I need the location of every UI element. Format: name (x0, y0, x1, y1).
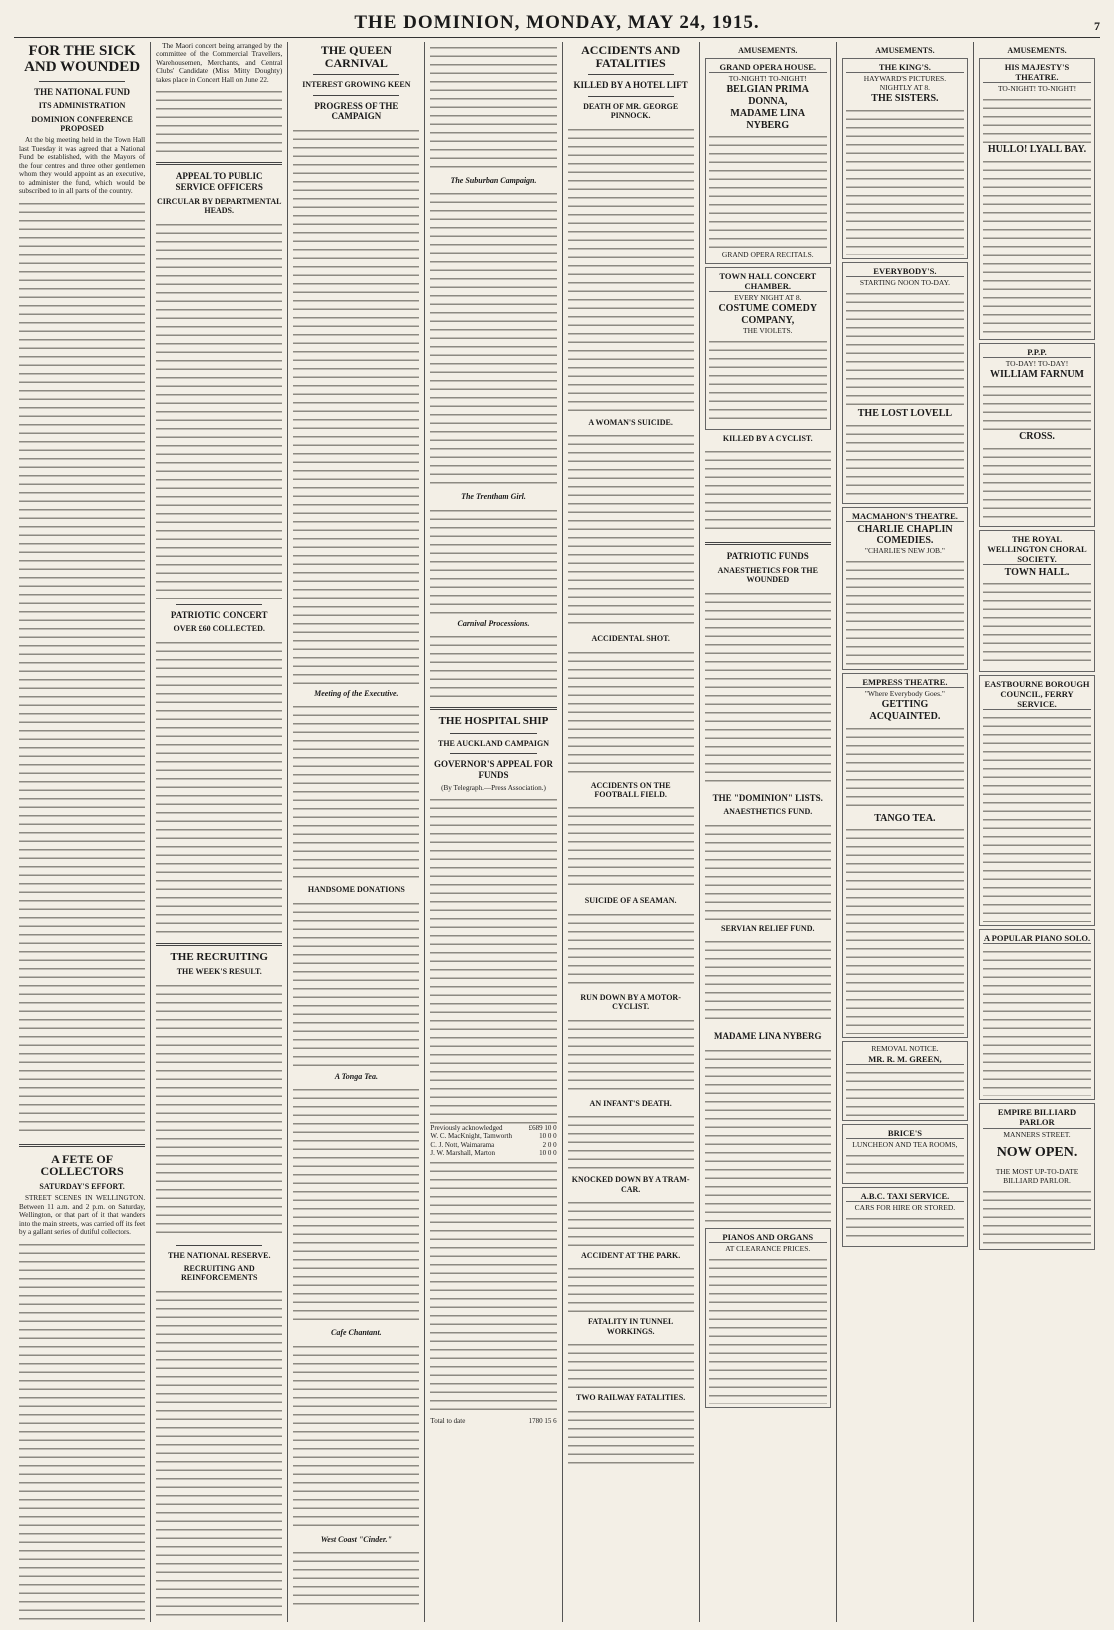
article-body-filler (156, 637, 282, 937)
columns (14, 42, 1100, 1622)
advert-choral-society: THE ROYAL WELLINGTON CHORAL SOCIETY. TOWN HALL. (979, 530, 1095, 673)
article-body-filler (293, 1547, 419, 1607)
article-text: The Maori concert being arranged by the committee of the Commercial Travellers, Warehousemen, Merchants, and Central Clubs' Candidate (Miss Mitty Doughty) takes place in Concert Hall on June 22. (156, 42, 283, 84)
subhead-infant: AN INFANT'S DEATH. (589, 1098, 672, 1108)
advert-taxi: A.B.C. TAXI SERVICE. CARS FOR HIRE OR STORED. (842, 1187, 968, 1247)
article-body-filler (156, 1286, 282, 1622)
subhead-tunnel: FATALITY IN TUNNEL WORKINGS. (587, 1317, 674, 1336)
column-8 (974, 42, 1100, 1622)
headline-patriotic-funds: PATRIOTIC FUNDS (726, 551, 809, 562)
headline-accidents: ACCIDENTS AND FATALITIES (581, 43, 681, 70)
article-body-filler (156, 980, 282, 1240)
subhead-park: ACCIDENT AT THE PARK. (580, 1251, 681, 1261)
advert-piano-solo: A POPULAR PIANO SOLO. (979, 929, 1095, 1100)
article-body-filler (568, 909, 694, 989)
headline-public-service: APPEAL TO PUBLIC SERVICE OFFICERS (175, 171, 263, 193)
headline-hospital-ship: THE HOSPITAL SHIP (438, 715, 549, 728)
article-body-filler (19, 1239, 145, 1622)
article-body-filler (293, 1341, 419, 1531)
subhead-progress: PROGRESS OF THE CAMPAIGN (314, 100, 399, 122)
table-row: J. W. Marshall, Marton 10 0 0 (430, 1148, 557, 1157)
subhead-collected: OVER £60 COLLECTED. (173, 624, 265, 634)
article-body-filler (430, 188, 556, 488)
subhead-processions: Carnival Processions. (457, 618, 530, 628)
subhead-trentham: The Trentham Girl. (461, 492, 526, 502)
advert-everybodys: EVERYBODY'S. STARTING NOON TO-DAY. THE LOST LOVELL (842, 262, 968, 504)
table-row: W. C. MacKnight, Tamworth 10 0 0 (430, 1132, 557, 1141)
subhead-auckland: THE AUCKLAND CAMPAIGN (438, 738, 549, 748)
table-row: Previously acknowledged £689 10 0 (430, 1124, 557, 1132)
subhead-suburban: The Suburban Campaign. (450, 176, 537, 185)
subhead-west-coast: West Coast "Cinder." (320, 1534, 392, 1544)
article-body-filler (430, 631, 556, 701)
advert-brices: BRICE'S LUNCHEON AND TEA ROOMS, (842, 1124, 968, 1184)
article-body-filler (568, 124, 694, 414)
article-body-filler (568, 802, 694, 892)
subhead-tram-car: KNOCKED DOWN BY A TRAM-CAR. (571, 1175, 690, 1194)
subhead-anaesthetics: ANAESTHETICS FOR THE WOUNDED (717, 565, 818, 585)
advert-macmahons: MACMAHON'S THEATRE. CHARLIE CHAPLIN COMEDIES. "CHARLIE'S NEW JOB." (842, 507, 968, 670)
advert-opera-house: GRAND OPERA HOUSE. TO-NIGHT! TO-NIGHT! BELGIAN PRIMA DONNA, MADAME LINA NYBERG GRAND OPERA RECITALS. (705, 58, 831, 264)
subhead-seaman: SUICIDE OF A SEAMAN. (584, 896, 677, 906)
article-body-filler (293, 701, 419, 881)
dateline: (By Telegraph.—Press Association.) (441, 783, 546, 792)
subhead-woman-suicide: A WOMAN'S SUICIDE. (588, 417, 673, 427)
article-body-filler (293, 1084, 419, 1324)
article-body-filler (705, 936, 831, 1026)
article-body-filler (568, 1197, 694, 1247)
subhead-hotel-lift: KILLED BY A HOTEL LIFT (573, 80, 688, 91)
subhead-executive: Meeting of the Executive. (314, 688, 399, 698)
advert-empress: EMPRESS THEATRE. "Where Everybody Goes." GETTING ACQUAINTED. TANGO TEA. (842, 673, 968, 1038)
subhead-governor: GOVERNOR'S APPEAL FOR FUNDS (433, 759, 553, 780)
article-body-filler (705, 1045, 831, 1225)
article-body-filler (430, 794, 556, 1124)
page-number: 7 (1094, 19, 1100, 33)
column-2 (151, 42, 288, 1622)
article-body-filler (293, 898, 419, 1068)
article-body-filler (705, 446, 831, 536)
headline-sick-wounded: FOR THE SICK AND WOUNDED (24, 43, 141, 75)
advert-his-majestys: HIS MAJESTY'S THEATRE. TO-NIGHT! TO-NIGHT! HULLO! LYALL BAY. (979, 58, 1095, 340)
column-7 (837, 42, 974, 1622)
subhead-railway: TWO RAILWAY FATALITIES. (576, 1393, 686, 1403)
subhead-weeks-result: THE WEEK'S RESULT. (176, 967, 262, 977)
amusements-header: AMUSEMENTS. (1007, 46, 1067, 55)
article-body-filler (19, 198, 145, 1138)
subhead-dominion-lists: THE "DOMINION" LISTS. (712, 792, 823, 803)
article-body-filler (156, 219, 282, 599)
article-body-filler (430, 505, 556, 615)
article-body-filler (568, 430, 694, 630)
article-text: At the big meeting held in the Town Hall last Tuesday it was agreed that a National Fund be established, with the Mayors of the four centres and three other gentlemen whom they would appoint as an executive, to administer the fund, which would be subscribed to in all parts of the country. (19, 136, 146, 196)
amusements-header: AMUSEMENTS. (738, 46, 798, 55)
subhead-anaesthetics-fund: ANAESTHETICS FUND. (723, 807, 813, 817)
headline-nyberg: MADAME LINA NYBERG (714, 1031, 822, 1042)
masthead-title: THE DOMINION, MONDAY, MAY 24, 1915. (354, 12, 760, 33)
column-5 (563, 42, 700, 1622)
headline-fete-collectors: A FETE OF COLLECTORS (40, 1151, 124, 1179)
subhead-tonga-tea: A Tonga Tea. (334, 1071, 378, 1081)
headline-queen-carnival: THE QUEEN CARNIVAL (320, 43, 392, 70)
subscription-list (430, 1124, 556, 1157)
article-body-filler (568, 1015, 694, 1095)
subscription-total (430, 1417, 556, 1425)
advert-kings: THE KING'S. HAYWARD'S PICTURES. NIGHTLY AT 8. THE SISTERS. (842, 58, 968, 259)
headline-patriotic-concert: PATRIOTIC CONCERT (170, 609, 268, 620)
column-4 (425, 42, 562, 1622)
subhead-reinforcements: RECRUITING AND REINFORCEMENTS (180, 1263, 258, 1283)
subhead-interest: INTEREST GROWING KEEN (302, 80, 411, 90)
article-body-filler (568, 647, 694, 777)
subhead-pinnock: DEATH OF MR. GEORGE PINNOCK. (583, 101, 679, 121)
advert-ppp: P.P.P. TO-DAY! TO-DAY! WILLIAM FARNUM CROSS. (979, 343, 1095, 526)
subhead-football: ACCIDENTS ON THE FOOTBALL FIELD. (590, 780, 671, 799)
amusements-header: AMUSEMENTS. (875, 46, 935, 55)
advert-eastbourne-ferry: EASTBOURNE BOROUGH COUNCIL, FERRY SERVICE. (979, 675, 1095, 926)
article-body-filler (568, 1339, 694, 1389)
subhead-accidental-shot: ACCIDENTAL SHOT. (591, 634, 670, 644)
column-3 (288, 42, 425, 1622)
article-body-filler (156, 86, 282, 156)
article-body-filler (568, 1406, 694, 1466)
advert-green: REMOVAL NOTICE. MR. R. M. GREEN, (842, 1041, 968, 1121)
subhead-conference: DOMINION CONFERENCE PROPOSED (31, 114, 133, 133)
subhead-cafe: Cafe Chantant. (331, 1328, 382, 1338)
subhead-cyclist: KILLED BY A CYCLIST. (722, 433, 813, 443)
article-body-filler (293, 125, 419, 685)
advert-town-hall-chamber: TOWN HALL CONCERT CHAMBER. EVERY NIGHT AT 8. COSTUME COMEDY COMPANY, THE VIOLETS. (705, 267, 831, 429)
advert-pianos: PIANOS AND ORGANS AT CLEARANCE PRICES. (705, 1228, 831, 1408)
article-body-filler (568, 1263, 694, 1313)
column-1 (14, 42, 151, 1622)
table-row: Total to date 1780 15 6 (430, 1417, 557, 1425)
subhead-saturday: SATURDAY'S EFFORT. (39, 1182, 125, 1191)
subhead-administration: ITS ADMINISTRATION (38, 101, 126, 111)
subhead-servian: SERVIAN RELIEF FUND. (721, 923, 815, 933)
headline-recruiting: THE RECRUITING (170, 950, 268, 963)
masthead (14, 8, 1100, 38)
article-body-filler (705, 820, 831, 920)
article-text: STREET SCENES IN WELLINGTON. Between 11 a.m. and 2 p.m. on Saturday, Wellington, or that part of it that wanders into the main streets, was carried off its feet by a gallant series of dutiful collectors. (19, 1194, 146, 1237)
column-6 (700, 42, 837, 1622)
article-body-filler (705, 588, 831, 788)
article-body-filler (430, 42, 556, 172)
table-row: C. J. Nott, Waimarama 2 0 0 (430, 1140, 557, 1149)
subhead-national-fund: THE NATIONAL FUND (34, 86, 130, 97)
subhead-circular: CIRCULAR BY DEPARTMENTAL HEADS. (156, 196, 282, 216)
subhead-motor-cyclist: RUN DOWN BY A MOTOR-CYCLIST. (580, 992, 681, 1012)
subhead-donations: HANDSOME DONATIONS (307, 885, 405, 895)
article-body-filler (430, 1157, 556, 1417)
subhead-national-reserve: THE NATIONAL RESERVE. (167, 1250, 271, 1260)
advert-billiard-parlor: EMPIRE BILLIARD PARLOR MANNERS STREET. NOW OPEN. THE MOST UP-TO-DATE BILLIARD PARLOR. (979, 1103, 1095, 1249)
article-body-filler (568, 1111, 694, 1171)
